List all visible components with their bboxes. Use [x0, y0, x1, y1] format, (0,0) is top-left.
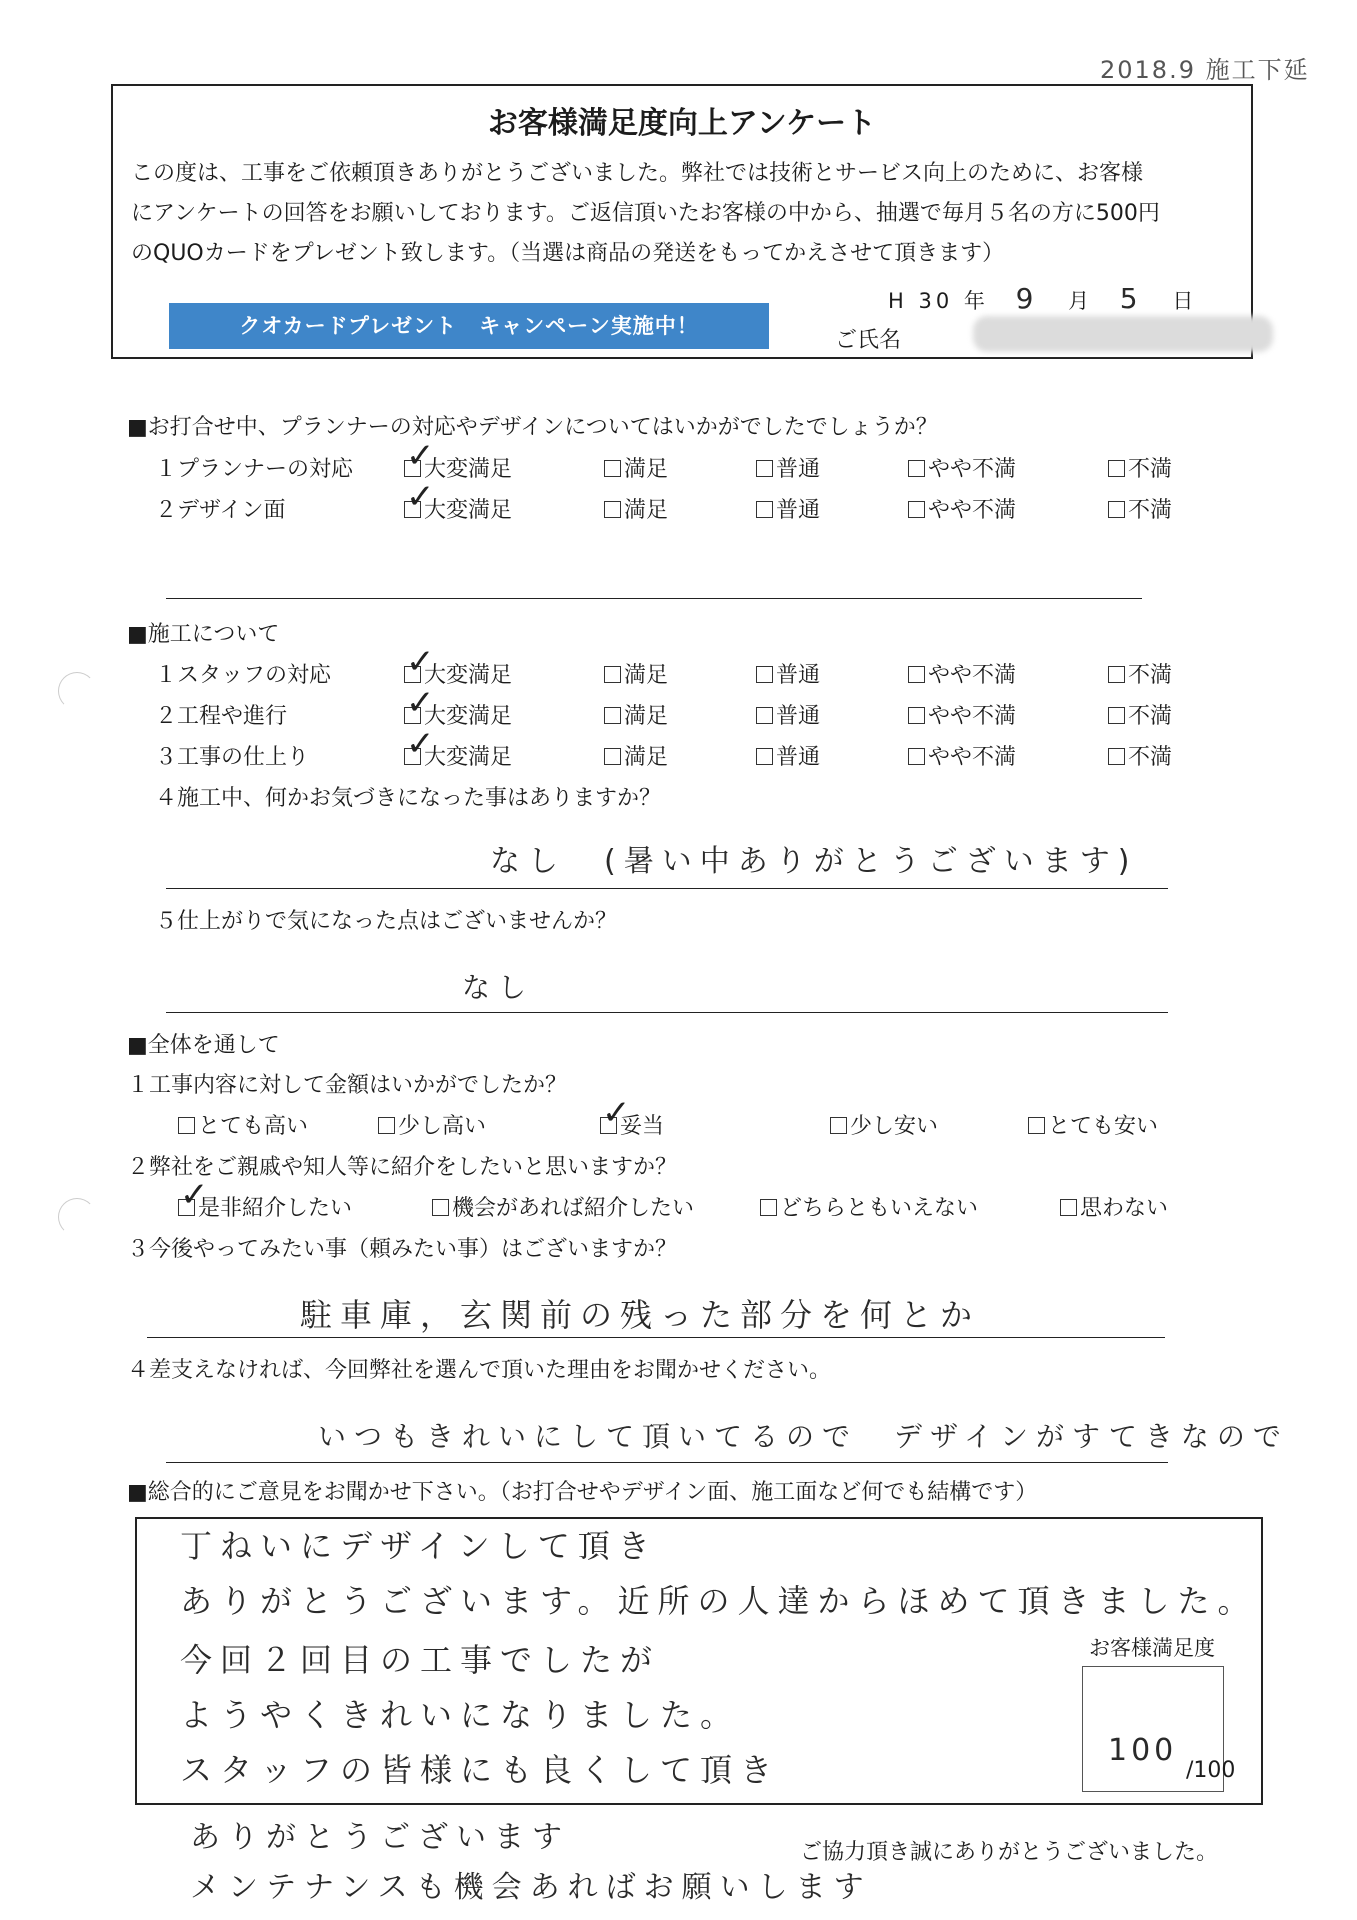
comment-line: メンテナンスも機会あればお願いします: [190, 1870, 872, 1905]
checkbox-square[interactable]: [604, 666, 621, 683]
checkbox-square[interactable]: [1108, 666, 1125, 683]
checkbox-square[interactable]: [1108, 748, 1125, 765]
checkbox-label: 不満: [1128, 745, 1173, 770]
checkbox-label: 普通: [776, 457, 821, 482]
checkbox-square[interactable]: [1108, 501, 1125, 518]
checkbox-schedule-option[interactable]: [908, 699, 1016, 730]
checkbox-square[interactable]: [756, 748, 773, 765]
satisfaction-label: お客様満足度: [1089, 1636, 1215, 1660]
handwritten-check-icon: ✓: [180, 1175, 209, 1215]
comment-line: ありがとうございます。近所の人達からほめて頂きました。: [180, 1582, 1258, 1620]
checkbox-label: どちらともいえない: [780, 1196, 979, 1221]
answer-line: [166, 888, 1168, 889]
checkbox-label: 満足: [624, 663, 669, 688]
checkbox-square[interactable]: [830, 1117, 847, 1134]
answer-line: [166, 598, 1142, 599]
checkbox-label: 普通: [776, 498, 821, 523]
checkbox-schedule-option[interactable]: [1108, 699, 1172, 730]
handwritten-check-icon: ✓: [406, 683, 435, 723]
checkbox-label: やや不満: [928, 704, 1017, 729]
checkbox-label: 不満: [1128, 498, 1173, 523]
checkbox-label: 大変満足: [424, 663, 513, 688]
checkbox-label: 妥当: [620, 1114, 665, 1139]
date-era: H: [888, 289, 908, 313]
checkbox-design-option[interactable]: [756, 493, 820, 524]
checkbox-square[interactable]: [378, 1117, 395, 1134]
question-staff: １スタッフの対応: [155, 663, 332, 688]
answer-noticed: なし (暑い中ありがとうございます): [490, 844, 1138, 879]
answer-future: 駐車庫，玄関前の残った部分を何とか: [300, 1296, 981, 1334]
checkbox-label: 少し安い: [850, 1114, 939, 1139]
checkbox-square[interactable]: [1108, 707, 1125, 724]
punch-hole-mark: [58, 672, 96, 710]
checkbox-label: 大変満足: [424, 457, 513, 482]
checkbox-square[interactable]: [908, 501, 925, 518]
answer-line: [166, 1462, 1168, 1463]
checkbox-schedule-option[interactable]: [604, 699, 668, 730]
checkbox-staff-option[interactable]: [1108, 658, 1172, 689]
checkbox-square[interactable]: [178, 1117, 195, 1134]
question-design: ２デザイン面: [155, 498, 286, 523]
checkbox-square[interactable]: [756, 460, 773, 477]
checkbox-label: 満足: [624, 704, 669, 729]
day-label: 日: [1172, 289, 1198, 313]
intro-line: にアンケートの回答をお願いしております。ご返信頂いたお客様の中から、抽選で毎月５名の方に500円: [131, 201, 1160, 226]
checkbox-label: 大変満足: [424, 745, 513, 770]
campaign-banner: クオカードプレゼント キャンペーン実施中！: [169, 303, 769, 349]
checkbox-finish-option[interactable]: [604, 740, 668, 771]
handwritten-file-note: 2018.9 施工下延: [1100, 56, 1310, 84]
checkbox-label: とても安い: [1048, 1114, 1159, 1139]
checkbox-finish-option[interactable]: [1108, 740, 1172, 771]
answer-line: [166, 1012, 1168, 1013]
month-label: 月: [1068, 289, 1094, 313]
checkbox-planner-option[interactable]: [604, 452, 668, 483]
checkbox-schedule-option[interactable]: [756, 699, 820, 730]
checkbox-label: 満足: [624, 457, 669, 482]
handwritten-check-icon: ✓: [406, 642, 435, 682]
checkbox-label: やや不満: [928, 457, 1017, 482]
checkbox-square[interactable]: [908, 666, 925, 683]
checkbox-square[interactable]: [604, 501, 621, 518]
checkbox-referral-option[interactable]: [432, 1191, 694, 1222]
checkbox-label: 不満: [1128, 704, 1173, 729]
question-noticed: ４施工中、何かお気づきになった事はありますか？: [155, 786, 662, 811]
checkbox-square[interactable]: [604, 707, 621, 724]
checkbox-design-option[interactable]: [604, 493, 668, 524]
checkbox-label: 満足: [624, 745, 669, 770]
handwritten-check-icon: ✓: [406, 436, 435, 476]
question-schedule: ２工程や進行: [155, 704, 288, 729]
survey-intro: [131, 154, 1237, 274]
name-label: ご氏名: [835, 328, 902, 353]
question-planner: １プランナーの対応: [155, 457, 354, 482]
thanks-footer: ご協力頂き誠にありがとうございました。: [800, 1840, 1219, 1865]
checkbox-design-option[interactable]: [1108, 493, 1172, 524]
question-referral: ２弊社をご親戚や知人等に紹介をしたいと思いますか？: [127, 1155, 678, 1180]
handwritten-check-icon: ✓: [602, 1093, 631, 1133]
intro-line: のQUOカードをプレゼント致します。（当選は商品の発送をもってかえさせて頂きます）: [131, 241, 1005, 266]
checkbox-referral-option[interactable]: [1060, 1191, 1168, 1222]
comment-line: ありがとうございます: [190, 1820, 570, 1855]
handwritten-check-icon: ✓: [406, 724, 435, 764]
checkbox-square[interactable]: [604, 748, 621, 765]
redacted-name: [973, 316, 1273, 352]
checkbox-square[interactable]: [908, 748, 925, 765]
checkbox-label: 普通: [776, 704, 821, 729]
checkbox-label: 機会があれば紹介したい: [452, 1196, 695, 1221]
comment-line: 今回２回目の工事でしたが: [180, 1641, 661, 1679]
comment-line: スタッフの皆様にも良くして頂き: [180, 1751, 781, 1789]
checkbox-square[interactable]: [908, 460, 925, 477]
checkbox-staff-option[interactable]: [756, 658, 820, 689]
checkbox-label: 不満: [1128, 663, 1173, 688]
question-reason: ４差支えなければ、今回弊社を選んで頂いた理由をお聞かせください。: [127, 1358, 832, 1383]
checkbox-square[interactable]: [432, 1199, 449, 1216]
survey-title: お客様満足度向上アンケート: [487, 106, 877, 141]
comment-line: ようやくきれいになりました。: [180, 1696, 741, 1734]
section-overall-title: ■全体を通して: [127, 1033, 280, 1058]
intro-line: この度は、工事をご依頼頂きありがとうございました。弊社では技術とサービス向上のために、お客様: [131, 161, 1144, 186]
checkbox-label: やや不満: [928, 745, 1017, 770]
checkbox-label: 思わない: [1080, 1196, 1169, 1221]
punch-hole-mark: [58, 1198, 96, 1236]
checkbox-square[interactable]: [1028, 1117, 1045, 1134]
checkbox-referral-option[interactable]: [760, 1191, 978, 1222]
checkbox-planner-option[interactable]: [1108, 452, 1172, 483]
section-comments-title: ■総合的にご意見をお聞かせ下さい。（お打合せやデザイン面、施工面など何でも結構です）: [127, 1480, 1038, 1505]
checkbox-label: 大変満足: [424, 498, 513, 523]
checkbox-staff-option[interactable]: [604, 658, 668, 689]
checkbox-price-option[interactable]: [378, 1109, 486, 1140]
checkbox-square[interactable]: [1060, 1199, 1077, 1216]
question-finish: ３工事の仕上り: [155, 745, 310, 770]
survey-date: [888, 282, 1197, 315]
checkbox-square[interactable]: [756, 707, 773, 724]
checkbox-finish-option[interactable]: [756, 740, 820, 771]
section-planner-title: ■お打合せ中、プランナーの対応やデザインについてはいかがでしたでしょうか？: [127, 415, 938, 440]
date-year: 30: [918, 289, 954, 313]
comment-line: 丁ねいにデザインして頂き: [180, 1527, 658, 1565]
question-price: １工事内容に対して金額はいかがでしたか？: [127, 1073, 568, 1098]
checkbox-price-option[interactable]: [1028, 1109, 1158, 1140]
checkbox-price-option[interactable]: [178, 1109, 308, 1140]
answer-reason: いつもきれいにして頂いてるので デザインがすてきなので: [318, 1420, 1289, 1453]
answer-line: [147, 1337, 1165, 1338]
checkbox-price-option[interactable]: [830, 1109, 938, 1140]
date-day: 5: [1119, 282, 1146, 315]
section-construction-title: ■施工について: [127, 622, 280, 647]
checkbox-staff-option[interactable]: [908, 658, 1016, 689]
checkbox-square[interactable]: [756, 501, 773, 518]
answer-finish-concerns: なし: [462, 971, 535, 1004]
checkbox-label: 是非紹介したい: [198, 1196, 353, 1221]
checkbox-label: 不満: [1128, 457, 1173, 482]
checkbox-square[interactable]: [1108, 460, 1125, 477]
checkbox-planner-option[interactable]: [756, 452, 820, 483]
checkbox-label: 大変満足: [424, 704, 513, 729]
checkbox-square[interactable]: [760, 1199, 777, 1216]
question-finish-concerns: ５仕上がりで気になった点はございませんか？: [155, 909, 618, 934]
question-future: ３今後やってみたい事（頼みたい事）はございますか？: [127, 1237, 678, 1262]
year-label: 年: [963, 289, 989, 313]
checkbox-planner-option[interactable]: [908, 452, 1016, 483]
checkbox-label: 普通: [776, 663, 821, 688]
checkbox-design-option[interactable]: [908, 493, 1016, 524]
survey-header-box: [111, 84, 1253, 359]
checkbox-label: 満足: [624, 498, 669, 523]
date-month: 9: [1015, 282, 1042, 315]
checkbox-label: とても高い: [198, 1114, 309, 1139]
checkbox-square[interactable]: [756, 666, 773, 683]
checkbox-label: 少し高い: [398, 1114, 487, 1139]
checkbox-finish-option[interactable]: [908, 740, 1016, 771]
checkbox-label: やや不満: [928, 663, 1017, 688]
checkbox-label: 普通: [776, 745, 821, 770]
handwritten-check-icon: ✓: [406, 477, 435, 517]
satisfaction-max: /100: [1186, 1758, 1236, 1783]
satisfaction-score: 100: [1108, 1733, 1178, 1768]
checkbox-label: やや不満: [928, 498, 1017, 523]
checkbox-square[interactable]: [604, 460, 621, 477]
checkbox-square[interactable]: [908, 707, 925, 724]
